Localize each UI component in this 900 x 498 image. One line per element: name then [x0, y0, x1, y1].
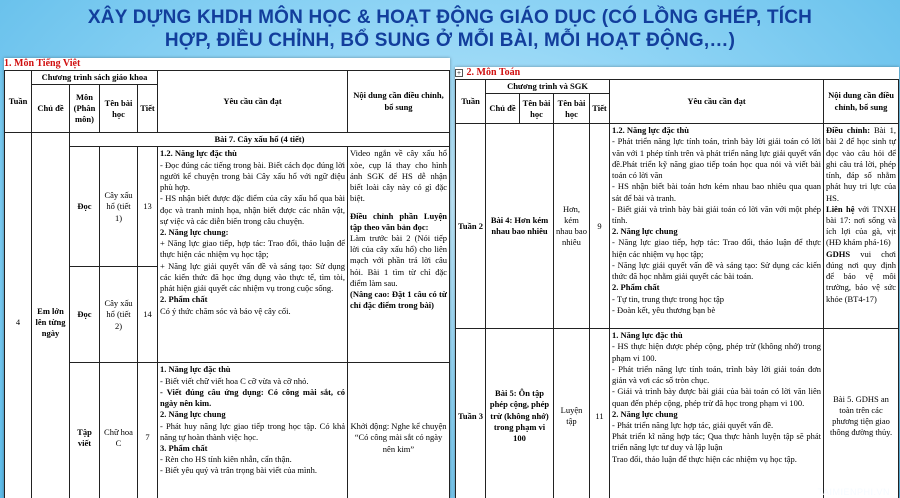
- table-vietnamese: [4, 70, 450, 498]
- req-text: - HS nhận biết được đặc điểm của cây xấu hổ qua bài đọc và tranh minh họa, nhận biết được các nhân vật, sự việc và các diễn biến trong câu chuyện.: [160, 193, 346, 226]
- cell-yeucau-1: [158, 147, 348, 363]
- header-yeucau: Yêu cầu cần đạt: [158, 71, 348, 133]
- cell-tuan: 4: [5, 133, 32, 498]
- cell-tiet-2: 11: [590, 329, 610, 498]
- req-text: - Phát huy năng lực giao tiếp trong học tập. Có khả năng tự hoàn thành việc học.: [160, 420, 346, 442]
- req-text: - Giải và trình bày được bài giải của bài toán có lời văn liên quan đến phép cộng, phép trừ đã học trong phạm vi 100.: [612, 386, 822, 408]
- header-noidung: Nội dung cần điều chỉnh, bổ sung: [824, 80, 899, 124]
- cell-bai-2: Bài 5: Ôn tập phép cộng, phép trừ (không nhớ) trong phạm vi 100: [486, 329, 554, 498]
- req-heading: 3. Phẩm chất: [160, 442, 208, 453]
- cell-tuan-1: Tuần 2: [456, 124, 486, 329]
- header-tiet: Tiết: [590, 94, 610, 124]
- req-heading: 1. Năng lực đặc thù: [612, 330, 683, 341]
- req-text: + Năng lực giao tiếp, hợp tác: Trao đổi, thảo luận để thực hiện các nhiệm vụ học tập;: [160, 238, 346, 260]
- nd-text: [826, 249, 896, 305]
- nd-text: vui chơi đúng nơi quy định để bảo vệ môi trường, bảo vệ sức khỏe (BT4-17): [826, 248, 896, 304]
- nd-text: (Nâng cao: Đặt 1 câu có từ chỉ đặc điểm trong bài): [350, 289, 447, 311]
- cell-bai-1: Bài 4: Hơn kém nhau bao nhiêu: [486, 124, 554, 329]
- header-mon: Môn (Phân môn): [70, 85, 100, 133]
- header-tenbai: Tên bài học: [520, 94, 554, 124]
- header-chude: Chủ đề: [486, 94, 520, 124]
- cell-tenbai-2: Cây xấu hổ (tiết 2): [100, 267, 138, 363]
- req-text: - Đọc đúng các tiếng trong bài. Biết cách đọc đúng lời người kể chuyện trong bài Cây xấu hổ với ngữ điệu phù hợp.: [160, 159, 346, 193]
- nd-text: với TNXH bài 17: nơi sống và ích lợi của gà, vịt (HĐ khám phá-16): [826, 203, 897, 248]
- req-text: - Đoàn kết, yêu thương bạn bè: [612, 304, 716, 315]
- req-text: - Phát triển năng lực tính toán, trình bày lời giải toán đơn giản và vơi các số tròn chục.: [612, 363, 822, 386]
- header-yeucau: Yêu cầu cần đạt: [610, 80, 824, 124]
- nd-text: Làm trước bài 2 (Nói tiếp lời của cây xấu hổ) cho liên mạch với phần trả lời câu hỏi. Bài 1 tìm từ chỉ đặc điểm làm sau.: [350, 232, 447, 288]
- req-text: - Rèn cho HS tính kiên nhẫn, cẩn thận.: [160, 454, 292, 465]
- lesson-header: Bài 7. Cây xấu hổ (4 tiết): [70, 133, 450, 147]
- cell-mon-2: Đọc: [70, 267, 100, 363]
- cell-yeucau-2: [610, 329, 824, 498]
- page-title: [0, 6, 900, 52]
- header-tiet: Tiết: [138, 85, 158, 133]
- req-heading: 2. Năng lực chung: [612, 408, 678, 419]
- cell-noidung-1: [348, 147, 450, 363]
- header-ctsgk: Chương trình sách giáo khoa: [32, 71, 158, 85]
- cell-tenbai-1: Cây xấu hổ (tiết 1): [100, 147, 138, 267]
- title-line-2: HỢP, ĐIỀU CHỈNH, BỔ SUNG Ở MỖI BÀI, MỖI HOẠT ĐỘNG,…): [164, 30, 736, 51]
- req-heading: 2. Phẩm chất: [160, 294, 208, 305]
- move-handle-icon[interactable]: +: [457, 69, 461, 77]
- nd-text: Video ngắn về cây xấu hổ xòe, cụp lá thay cho hình ảnh SGK để HS dễ nhận biết loài cây này có gì đặc biệt.: [350, 148, 447, 204]
- req-text: - HS thực hiện được phép cộng, phép trừ (không nhớ) trong phạm vi 100.: [612, 341, 822, 363]
- cell-noidung-2: Bài 5. GDHS an toàn trên các phương tiện giao thông đường thủy.: [824, 329, 899, 498]
- table-math: [455, 79, 899, 498]
- nd-label: Điều chỉnh:: [826, 125, 871, 136]
- cell-noidung-1: [824, 124, 899, 329]
- cell-noidung-3: Khởi động: Nghe kể chuyện “Có công mài sắt có ngày nên kim”: [348, 363, 450, 498]
- header-tenbai: Tên bài học: [100, 85, 138, 133]
- doc-vietnamese: [4, 58, 450, 498]
- req-heading: 2. Năng lực chung:: [160, 226, 229, 237]
- req-heading: 1. Năng lực đặc thù: [160, 364, 231, 375]
- cell-tiet-3: 7: [138, 363, 158, 498]
- req-text: - Viết đúng câu ứng dụng: Có công mài sắt, có ngày nên kim.: [160, 386, 346, 409]
- req-text: - Tự tin, trung thực trong học tập: [612, 293, 725, 304]
- req-heading: 1.2. Năng lực đặc thù: [160, 148, 237, 159]
- cell-tiet-2: 14: [138, 267, 158, 363]
- req-text: - Phát triển năng lực tính toán, trình bày lời giải toán có lời văn với 1 phép tính trên và phát triển năng lực giải quyết vấn đề.Phát triển kỹ năng giao tiếp toán học qua nói và viết bài toán có lời văn: [612, 136, 822, 181]
- header-tuan: Tuần: [5, 71, 32, 133]
- req-heading: 2. Năng lực chung: [160, 409, 226, 420]
- cell-tenbai-3: Chữ hoa C: [100, 363, 138, 498]
- cell-tuan-2: Tuần 3: [456, 329, 486, 498]
- header-tenbai-2: Tên bài học: [554, 94, 590, 124]
- req-text: - Năng lực giao tiếp, hợp tác: Trao đổi, thảo luận để thực hiện các nhiệm vụ học tập;: [612, 237, 822, 259]
- nd-text: [826, 204, 896, 249]
- req-heading: 1.2. Năng lực đặc thù: [612, 125, 689, 136]
- req-text: - Biết viết chữ viết hoa C cỡ vừa và cỡ nhỏ.: [160, 375, 309, 386]
- section-title-vietnamese: 1. Môn Tiếng Việt: [4, 58, 81, 69]
- req-text: Có ý thức chăm sóc và bảo vệ cây cối.: [160, 305, 291, 316]
- section-title-math: [455, 67, 899, 79]
- title-line-1: XÂY DỰNG KHDH MÔN HỌC & HOẠT ĐỘNG GIÁO DỤC (CÓ LỒNG GHÉP, TÍCH: [87, 7, 813, 28]
- cell-tenbai-1: Hơn, kém nhau bao nhiêu: [554, 124, 590, 329]
- header-tuan: Tuần: [456, 80, 486, 124]
- cell-mon-3: Tập viết: [70, 363, 100, 498]
- req-text: - HS nhận biết bài toán hơn kém nhau bao nhiêu qua quan sát để bài và tranh.: [612, 181, 822, 203]
- doc-math: [455, 67, 899, 498]
- cell-chude: Em lớn lên từng ngày: [32, 133, 70, 498]
- header-ctsgk: Chương trình và SGK: [486, 80, 610, 94]
- cell-yeucau-1: [610, 124, 824, 329]
- req-text: - Năng lực giải quyết vấn đề và sáng tạo: Sử dụng các kiến thức đã học nhằm giải quyết các bài toán.: [612, 259, 822, 282]
- cell-tenbai-2: Luyện tập: [554, 329, 590, 498]
- cell-yeucau-3: [158, 363, 348, 498]
- req-text: - Phát triển năng lực hợp tác, giải quyết vấn đề.: [612, 419, 774, 430]
- watermark: TAIMIENPHI.VN: [817, 487, 890, 497]
- nd-text: Bài 1, bài 2 để học sinh tự đọc vào câu hỏi để ghi câu trả lời, phép tính, đáp số nhằm phát huy tri lực của HS.: [826, 125, 896, 203]
- req-text: Trao đổi, thảo luận để thực hiện các nhiệm vụ học tập.: [612, 453, 797, 464]
- cell-tiet-1: 13: [138, 147, 158, 267]
- nd-text: Điều chỉnh phần Luyện tập theo văn bản đọc:: [350, 210, 447, 232]
- cell-tiet-1: 9: [590, 124, 610, 329]
- section-title-text: 2. Môn Toán: [466, 67, 521, 78]
- header-chude: Chủ đề: [32, 85, 70, 133]
- req-text: + Năng lực giải quyết vấn đề và sáng tạo: Sử dụng các kiến thức đã học ứng dụng vào thực tế, tìm tòi, phát hiện giải quyết các nhiệm vụ trong cuộc sống.: [160, 260, 346, 294]
- nd-text: [826, 125, 896, 204]
- req-text: - Biết giải và trình bày bài giải toán có lời văn với một phép tính.: [612, 203, 822, 225]
- nd-label: GDHS: [826, 248, 851, 259]
- nd-label: Liên hệ: [826, 203, 855, 214]
- req-heading: 2. Phẩm chất: [612, 282, 660, 293]
- req-text: Phát triển kĩ năng hợp tác; Qua thực hành luyện tập sẽ phát triển năng lực tư duy và lập luận: [612, 431, 822, 453]
- req-heading: 2. Năng lực chung: [612, 226, 678, 237]
- header-noidung: Nội dung cần điều chỉnh, bổ sung: [348, 71, 450, 133]
- req-text: - Biết yêu quý và trân trọng bài viết của mình.: [160, 465, 317, 476]
- cell-mon-1: Đọc: [70, 147, 100, 267]
